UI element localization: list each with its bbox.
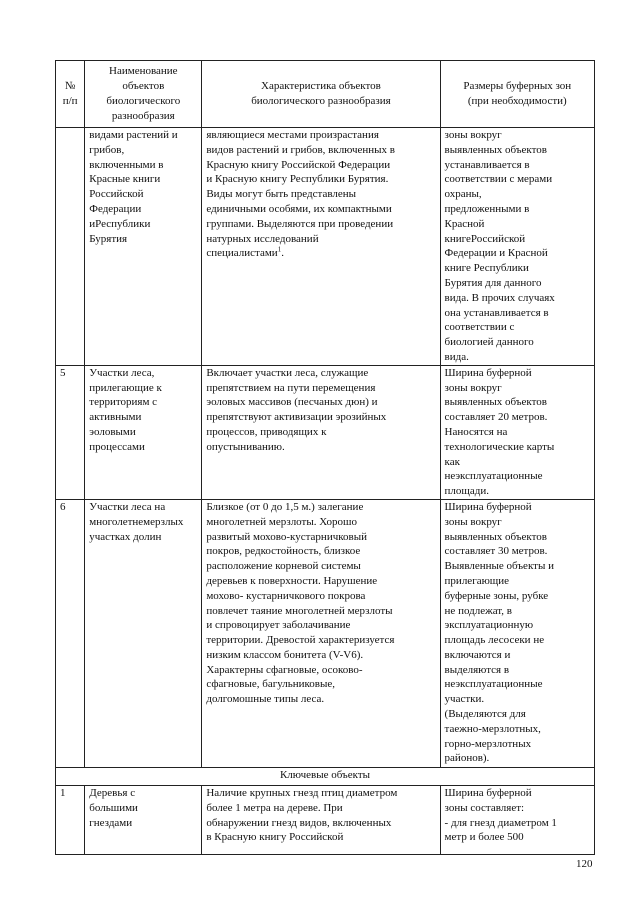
row-characteristics: Включает участки леса, служащие препятствием на пути перемещения эоловых массивов (песчаных дюн) и препятствуют активизации эрозийных процессов, приводящих к опустыниванию.: [202, 365, 440, 499]
row-number: 6: [56, 499, 85, 767]
footnote-marker: 1: [277, 245, 282, 254]
row-object-name: видами растений и грибов, включенными в Красные книги Российской Федерации иРеспублики Бурятия: [85, 128, 202, 366]
section-row: [56, 767, 595, 785]
page-number: 120: [576, 858, 593, 870]
table-row: [56, 365, 595, 499]
table-row: [56, 499, 595, 767]
header-number: № п/п: [56, 61, 85, 128]
header-buffer-size: Размеры буферных зон (при необходимости): [440, 61, 594, 128]
section-title: Ключевые объекты: [56, 767, 595, 785]
row-number: [56, 128, 85, 366]
row-characteristics: Наличие крупных гнезд птиц диаметром более 1 метра на дереве. При обнаружении гнезд видов, включенных в Красную книгу Российской: [202, 785, 440, 854]
table-row: [56, 128, 595, 366]
row-buffer-size: зоны вокруг выявленных объектов устанавливается в соответствии с мерами охраны, предложенными в Красной книгеРоссийской Федерации и Красной книге Республики Бурятия для данного вида. В прочих случаях она устанавливается в соответствии с биологией данного вида.: [440, 128, 594, 366]
header-object-name: Наименование объектов биологического разнообразия: [85, 61, 202, 128]
row-number: 1: [56, 785, 85, 854]
row-object-name: Участки леса, прилегающие к территориям с активными эоловыми процессами: [85, 365, 202, 499]
table-row: [56, 785, 595, 854]
row-characteristics-text: являющиеся местами произрастания видов растений и грибов, включенных в Красную книгу Российской Федерации и Красную книгу Республики Бурятия. Виды могут быть представлены единичными особями, их компактными группами. Выделяются при проведении натурных исследований специалистами: [206, 129, 396, 260]
row-buffer-size: Ширина буферной зоны вокруг выявленных объектов составляет 30 метров. Выявленные объекты и прилегающие буферные зоны, рубке не подлежат, в эксплуатационную площадь лесосеки не включаются и выделяются в неэксплуатационные участки. (Выделяются для таежно-мерзлотных, горно-мерзлотных районов).: [440, 499, 594, 767]
row-characteristics: [202, 128, 440, 366]
biodiversity-table: [55, 60, 595, 855]
header-characteristics: Характеристика объектов биологического разнообразия: [202, 61, 440, 128]
row-characteristics: Близкое (от 0 до 1,5 м.) залегание многолетней мерзлоты. Хорошо развитый мохово-кустарничковый покров, редкостойность, близкое расположение корневой системы деревьев к поверхности. Нарушение мохово- кустарничкового покрова повлечет таяние многолетней мерзлоты и спровоцирует заболачивание территории. Древостой характеризуется низким классом бонитета (V-V6). Характерны сфагновые, осоково- сфагновые, багульниковые, долгомошные типы леса.: [202, 499, 440, 767]
row-object-name: Участки леса на многолетнемерзлых участках долин: [85, 499, 202, 767]
row-characteristics-end: .: [281, 247, 284, 260]
row-number: 5: [56, 365, 85, 499]
row-object-name: Деревья с большими гнездами: [85, 785, 202, 854]
row-buffer-size: Ширина буферной зоны составляет: - для гнезд диаметром 1 метр и более 500: [440, 785, 594, 854]
table-header-row: [56, 61, 595, 128]
row-buffer-size: Ширина буферной зоны вокруг выявленных объектов составляет 20 метров. Наносятся на технологические карты как неэксплуатационные площади.: [440, 365, 594, 499]
